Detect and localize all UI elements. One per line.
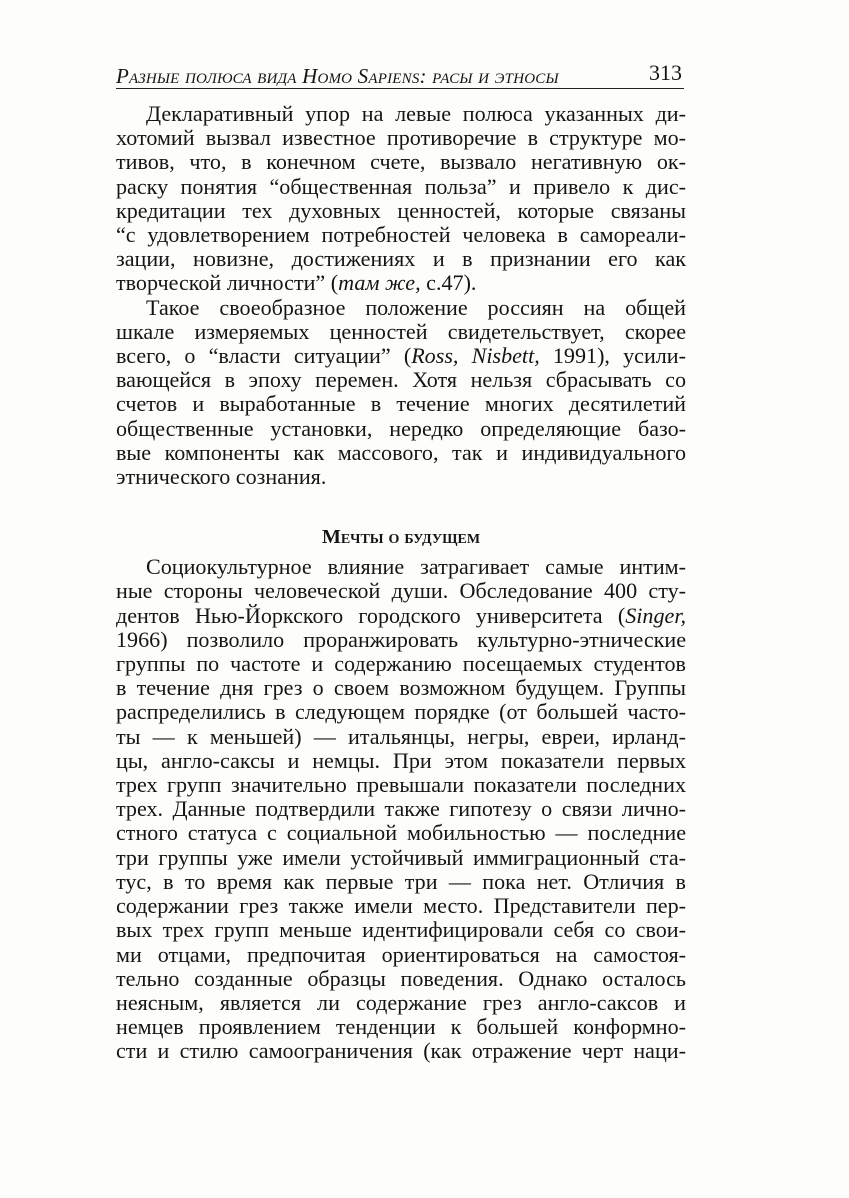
text-line: общественные установки, нередко определяющие базо- bbox=[116, 415, 686, 441]
running-header bbox=[116, 58, 684, 89]
text-line: стного статуса с социальной мобильностью — последние bbox=[116, 820, 686, 846]
paragraph-1 bbox=[116, 102, 686, 296]
text-run: дентов Нью-Йоркского городского университета ( bbox=[116, 602, 626, 628]
paragraph-3 bbox=[116, 555, 686, 1063]
text-line: распределились в следующем порядке (от большей часто- bbox=[116, 699, 686, 725]
text-line: трех. Данные подтвердили также гипотезу о связи лично- bbox=[116, 796, 686, 822]
text-line: немцев проявлением тенденции к большей конформно- bbox=[116, 1014, 686, 1040]
text-line: вающейся в эпоху перемен. Хотя нельзя сбрасывать со bbox=[116, 367, 686, 393]
text-line: шкале измеряемых ценностей свидетельствует, скорее bbox=[116, 318, 686, 344]
text-line: “с удовлетворением потребностей человека в самореали- bbox=[116, 222, 686, 248]
text-line: группы по частоте и содержанию посещаемых студентов bbox=[116, 651, 686, 677]
text-line: зации, новизне, достижениях и в признании его как bbox=[116, 246, 686, 272]
text-line: Такое своеобразное положение россиян на общей bbox=[146, 294, 686, 320]
section-gap bbox=[116, 489, 686, 525]
body-text bbox=[116, 102, 686, 1064]
running-title: Разные полюса вида Homo Sapiens: расы и этносы bbox=[116, 64, 559, 88]
text-line: неясным, является ли содержание грез англо-саксов и bbox=[116, 989, 686, 1015]
text-line: 1966) позволило проранжировать культурно-этнические bbox=[116, 626, 686, 652]
text-run: творческой личности” ( bbox=[116, 270, 339, 296]
text-line: тус, в то время как первые три — пока нет. Отличия в bbox=[116, 868, 686, 894]
text-run: всего, о “власти ситуации” ( bbox=[116, 343, 412, 369]
text-line: Декларативный упор на левые полюса указанных ди- bbox=[146, 101, 686, 126]
text-line: три группы уже имели устойчивый иммиграционный ста- bbox=[116, 844, 686, 870]
text-line: ты — к меньшей) — итальянцы, негры, евреи, ирланд- bbox=[116, 723, 686, 749]
text-line: тивов, что, в конечном счете, вызвало негативную ок- bbox=[116, 149, 686, 175]
paragraph-2 bbox=[116, 296, 686, 490]
text-line: хотомий вызвал известное противоречие в структуре мо- bbox=[116, 125, 686, 151]
text-line: ные стороны человеческой души. Обследование 400 сту- bbox=[116, 578, 686, 604]
text-line: счетов и выработанные в течение многих десятилетий bbox=[116, 391, 686, 417]
text-run: с.47). bbox=[420, 270, 477, 296]
text-line: сти и стилю самоограничения (как отражение черт наци- bbox=[116, 1038, 686, 1064]
text-line bbox=[116, 604, 686, 628]
section-heading: Мечты о будущем bbox=[321, 526, 481, 549]
citation-italic: там же, bbox=[338, 270, 421, 296]
text-line bbox=[116, 271, 686, 295]
text-line: Социокультурное влияние затрагивает самые интим- bbox=[146, 554, 686, 580]
text-line: в течение дня грез о своем возможном будущем. Группы bbox=[116, 675, 686, 701]
text-line: тельно созданные образцы поведения. Однако осталось bbox=[116, 965, 686, 991]
text-line: содержании грез также имели место. Представители пер- bbox=[116, 893, 686, 919]
text-line: цы, англо-саксы и немцы. При этом показатели первых bbox=[116, 747, 686, 773]
citation-italic: Singer, bbox=[625, 602, 686, 628]
text-line: этнического сознания. bbox=[116, 464, 327, 490]
text-line: трех групп значительно превышали показатели последних bbox=[116, 772, 686, 798]
page-number: 313 bbox=[649, 60, 682, 85]
text-line: вые компоненты как массового, так и индивидуального bbox=[116, 439, 686, 465]
text-line: ми отцами, предпочитая ориентироваться на самостоя- bbox=[116, 941, 686, 967]
text-line: раску понятия “общественная польза” и привело к дис- bbox=[116, 173, 686, 199]
text-line: вых трех групп меньше идентифицировали себя со свои- bbox=[116, 917, 686, 943]
text-line: кредитации тех духовных ценностей, которые связаны bbox=[116, 197, 686, 223]
citation-italic: Ross, Nisbett, bbox=[411, 343, 540, 369]
text-run: 1991), усили- bbox=[539, 343, 686, 369]
text-line bbox=[116, 344, 686, 368]
